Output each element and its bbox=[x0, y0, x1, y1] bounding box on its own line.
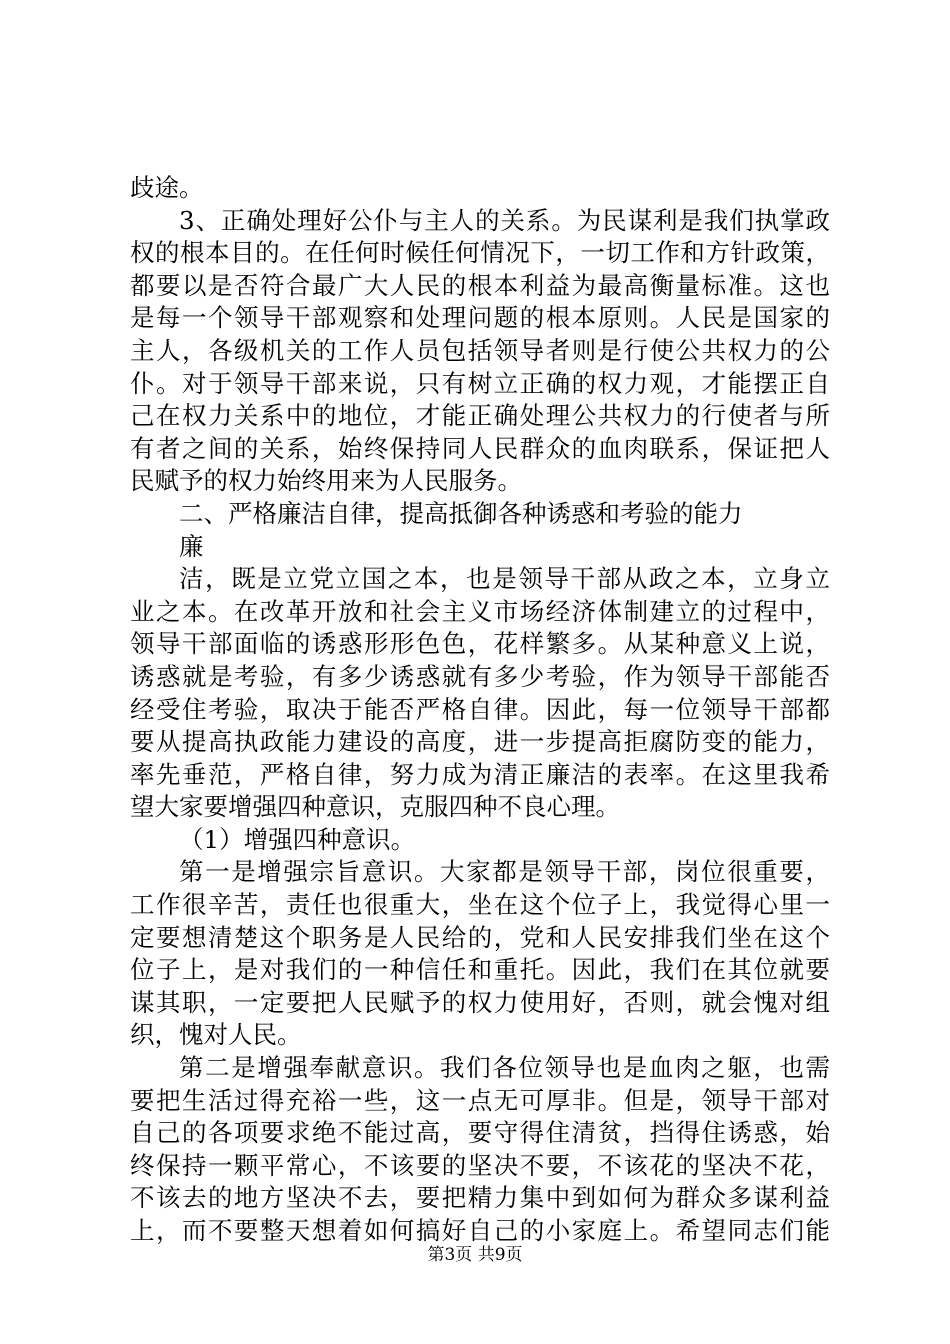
text-line: 率先垂范，严格自律，努力成为清正廉洁的表率。在这里我希 bbox=[130, 759, 830, 789]
text-line: 权的根本目的。在任何时候任何情况下，一切工作和方针政策， bbox=[130, 238, 830, 268]
text-line: 第二是增强奉献意识。我们各位领导也是血肉之躯，也需 bbox=[179, 1053, 830, 1083]
text-line: 己在权力关系中的地位，才能正确处理公共权力的行使者与所 bbox=[130, 401, 830, 431]
text-line: 织，愧对人民。 bbox=[130, 1020, 302, 1050]
text-line: 要从提高执政能力建设的高度，进一步提高拒腐防变的能力， bbox=[130, 727, 830, 757]
text-line: 民赋予的权力始终用来为人民服务。 bbox=[130, 466, 522, 496]
page-footer: 第3页 共9页 bbox=[427, 1245, 523, 1265]
text-line: 望大家要增强四种意识，克服四种不良心理。 bbox=[130, 792, 620, 822]
document-body bbox=[130, 172, 830, 1248]
text-line: 位子上，是对我们的一种信任和重托。因此，我们在其位就要 bbox=[130, 955, 830, 985]
text-line: 第一是增强宗旨意识。大家都是领导干部，岗位很重要， bbox=[179, 857, 830, 887]
text-line: 廉 bbox=[179, 531, 204, 561]
text-line: 歧途。 bbox=[130, 173, 204, 202]
text-line: 工作很辛苦，责任也很重大，坐在这个位子上，我觉得心里一 bbox=[130, 890, 830, 920]
text-line: 3、正确处理好公仆与主人的关系。为民谋利是我们执掌政 bbox=[179, 205, 830, 235]
text-line: 自己的各项要求绝不能过高，要守得住清贫，挡得住诱惑，始 bbox=[130, 1118, 830, 1148]
text-line: 业之本。在改革开放和社会主义市场经济体制建立的过程中， bbox=[130, 596, 830, 626]
text-line: 领导干部面临的诱惑形形色色，花样繁多。从某种意义上说， bbox=[130, 629, 830, 659]
text-line: 洁，既是立党立国之本，也是领导干部从政之本，立身立 bbox=[179, 564, 830, 594]
text-line: 终保持一颗平常心，不该要的坚决不要，不该花的坚决不花， bbox=[130, 1150, 830, 1180]
text-line: 经受住考验，取决于能否严格自律。因此，每一位领导干部都 bbox=[130, 694, 830, 724]
text-line: 上，而不要整天想着如何搞好自己的小家庭上。希望同志们能 bbox=[130, 1216, 830, 1245]
text-line: （1）增强四种意识。 bbox=[179, 824, 416, 854]
text-line: 要把生活过得充裕一些，这一点无可厚非。但是，领导干部对 bbox=[130, 1085, 830, 1115]
text-line: 诱惑就是考验，有多少诱惑就有多少考验，作为领导干部能否 bbox=[130, 661, 830, 691]
text-line: 谋其职，一定要把人民赋予的权力使用好，否则，就会愧对组 bbox=[130, 987, 830, 1017]
text-line: 是每一个领导干部观察和处理问题的根本原则。人民是国家的 bbox=[130, 303, 830, 333]
text-line: 都要以是否符合最广大人民的根本利益为最高衡量标准。这也 bbox=[130, 270, 830, 300]
text-line: 仆。对于领导干部来说，只有树立正确的权力观，才能摆正自 bbox=[130, 368, 830, 398]
text-line: 定要想清楚这个职务是人民给的，党和人民安排我们坐在这个 bbox=[130, 922, 830, 952]
text-line: 有者之间的关系，始终保持同人民群众的血肉联系，保证把人 bbox=[130, 433, 830, 463]
text-line: 二、严格廉洁自律，提高抵御各种诱惑和考验的能力 bbox=[179, 498, 743, 528]
text-line: 不该去的地方坚决不去，要把精力集中到如何为群众多谋利益 bbox=[130, 1183, 830, 1213]
text-line: 主人，各级机关的工作人员包括领导者则是行使公共权力的公 bbox=[130, 335, 830, 365]
